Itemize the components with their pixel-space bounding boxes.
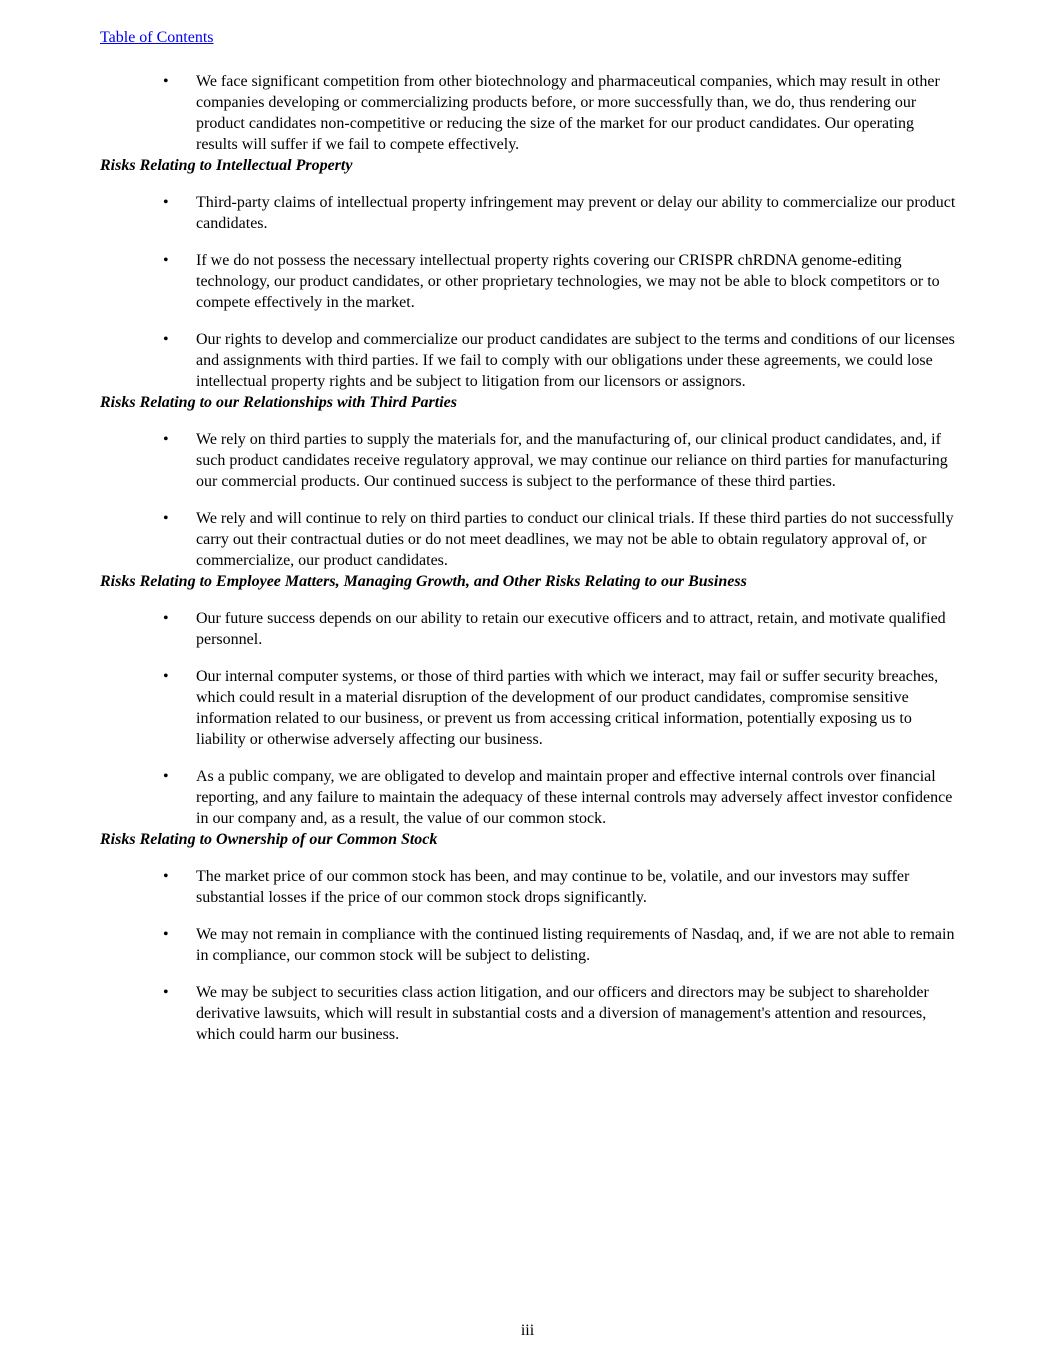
bullet-text: If we do not possess the necessary intellectual property rights covering our CRISPR chRDNA genome-editing technology, our product candidates, or other proprietary technologies, we may not be able to block competitors or to compete effectively in the market.	[196, 252, 940, 311]
bullet-icon: •	[163, 926, 169, 943]
list-item	[100, 666, 957, 750]
list-item	[100, 608, 957, 650]
risk-factors-summary	[100, 71, 957, 1045]
bullet-text: We rely on third parties to supply the materials for, and the manufacturing of, our clinical product candidates, and, if such product candidates receive regulatory approval, we may continue our reliance on third parties for manufacturing our commercial products. Our continued success is subject to the performance of these third parties.	[196, 431, 948, 490]
list-item	[100, 866, 957, 908]
bullet-text: As a public company, we are obligated to develop and maintain proper and effective internal controls over financial reporting, and any failure to maintain the adequacy of these internal controls may adversely affect investor confidence in our company and, as a result, the value of our common stock.	[196, 768, 953, 827]
bullet-text: Our internal computer systems, or those of third parties with which we interact, may fail or suffer security breaches, which could result in a material disruption of the development of our product candidates, compromise sensitive information related to our business, or prevent us from accessing critical information, potentially exposing us to liability or otherwise adversely affecting our business.	[196, 668, 939, 748]
bullet-text: We may not remain in compliance with the continued listing requirements of Nasdaq, and, if we are not able to remain in compliance, our common stock will be subject to delisting.	[196, 926, 955, 964]
bullet-icon: •	[163, 510, 169, 527]
bullet-text: Our future success depends on our ability to retain our executive officers and to attract, retain, and motivate qualified personnel.	[196, 610, 946, 648]
section-heading: Risks Relating to Employee Matters, Managing Growth, and Other Risks Relating to our Business	[100, 573, 747, 590]
list-item	[100, 71, 957, 155]
bullet-icon: •	[163, 194, 169, 211]
section-heading: Risks Relating to Intellectual Property	[100, 157, 353, 174]
bullet-icon: •	[163, 668, 169, 685]
bullet-icon: •	[163, 868, 169, 885]
table-of-contents-link[interactable]: Table of Contents	[100, 29, 214, 46]
list-item	[100, 250, 957, 313]
bullet-icon: •	[163, 252, 169, 269]
bullet-icon: •	[163, 984, 169, 1001]
bullet-icon: •	[163, 73, 169, 90]
bullet-text: We rely and will continue to rely on third parties to conduct our clinical trials. If these third parties do not successfully carry out their contractual duties or do not meet deadlines, we may not be able to obtain regulatory approval of, or commercialize, our product candidates.	[196, 510, 954, 569]
bullet-text: The market price of our common stock has been, and may continue to be, volatile, and our investors may suffer substantial losses if the price of our common stock drops significantly.	[196, 868, 910, 906]
section-heading: Risks Relating to our Relationships with Third Parties	[100, 394, 457, 411]
section-heading: Risks Relating to Ownership of our Common Stock	[100, 831, 438, 848]
bullet-text: Third-party claims of intellectual property infringement may prevent or delay our ability to commercialize our product candidates.	[196, 194, 956, 232]
bullet-icon: •	[163, 610, 169, 627]
list-item	[100, 508, 957, 571]
list-item	[100, 329, 957, 392]
bullet-text: We face significant competition from other biotechnology and pharmaceutical companies, which may result in other companies developing or commercializing products before, or more successfully than, we do, thus rendering our product candidates non-competitive or reducing the size of the market for our product candidates. Our operating results will suffer if we fail to compete effectively.	[196, 73, 940, 153]
list-item	[100, 192, 957, 234]
bullet-text: We may be subject to securities class action litigation, and our officers and directors may be subject to shareholder derivative lawsuits, which will result in substantial costs and a diversion of management's attention and resources, which could harm our business.	[196, 984, 929, 1043]
page-number: iii	[520, 1322, 535, 1339]
list-item	[100, 982, 957, 1045]
bullet-icon: •	[163, 768, 169, 785]
bullet-text: Our rights to develop and commercialize our product candidates are subject to the terms and conditions of our licenses and assignments with third parties. If we fail to comply with our obligations under these agreements, we could lose intellectual property rights and be subject to litigation from our licensors or assignors.	[196, 331, 955, 390]
bullet-icon: •	[163, 431, 169, 448]
list-item	[100, 429, 957, 492]
list-item	[100, 766, 957, 829]
list-item	[100, 924, 957, 966]
bullet-icon: •	[163, 331, 169, 348]
